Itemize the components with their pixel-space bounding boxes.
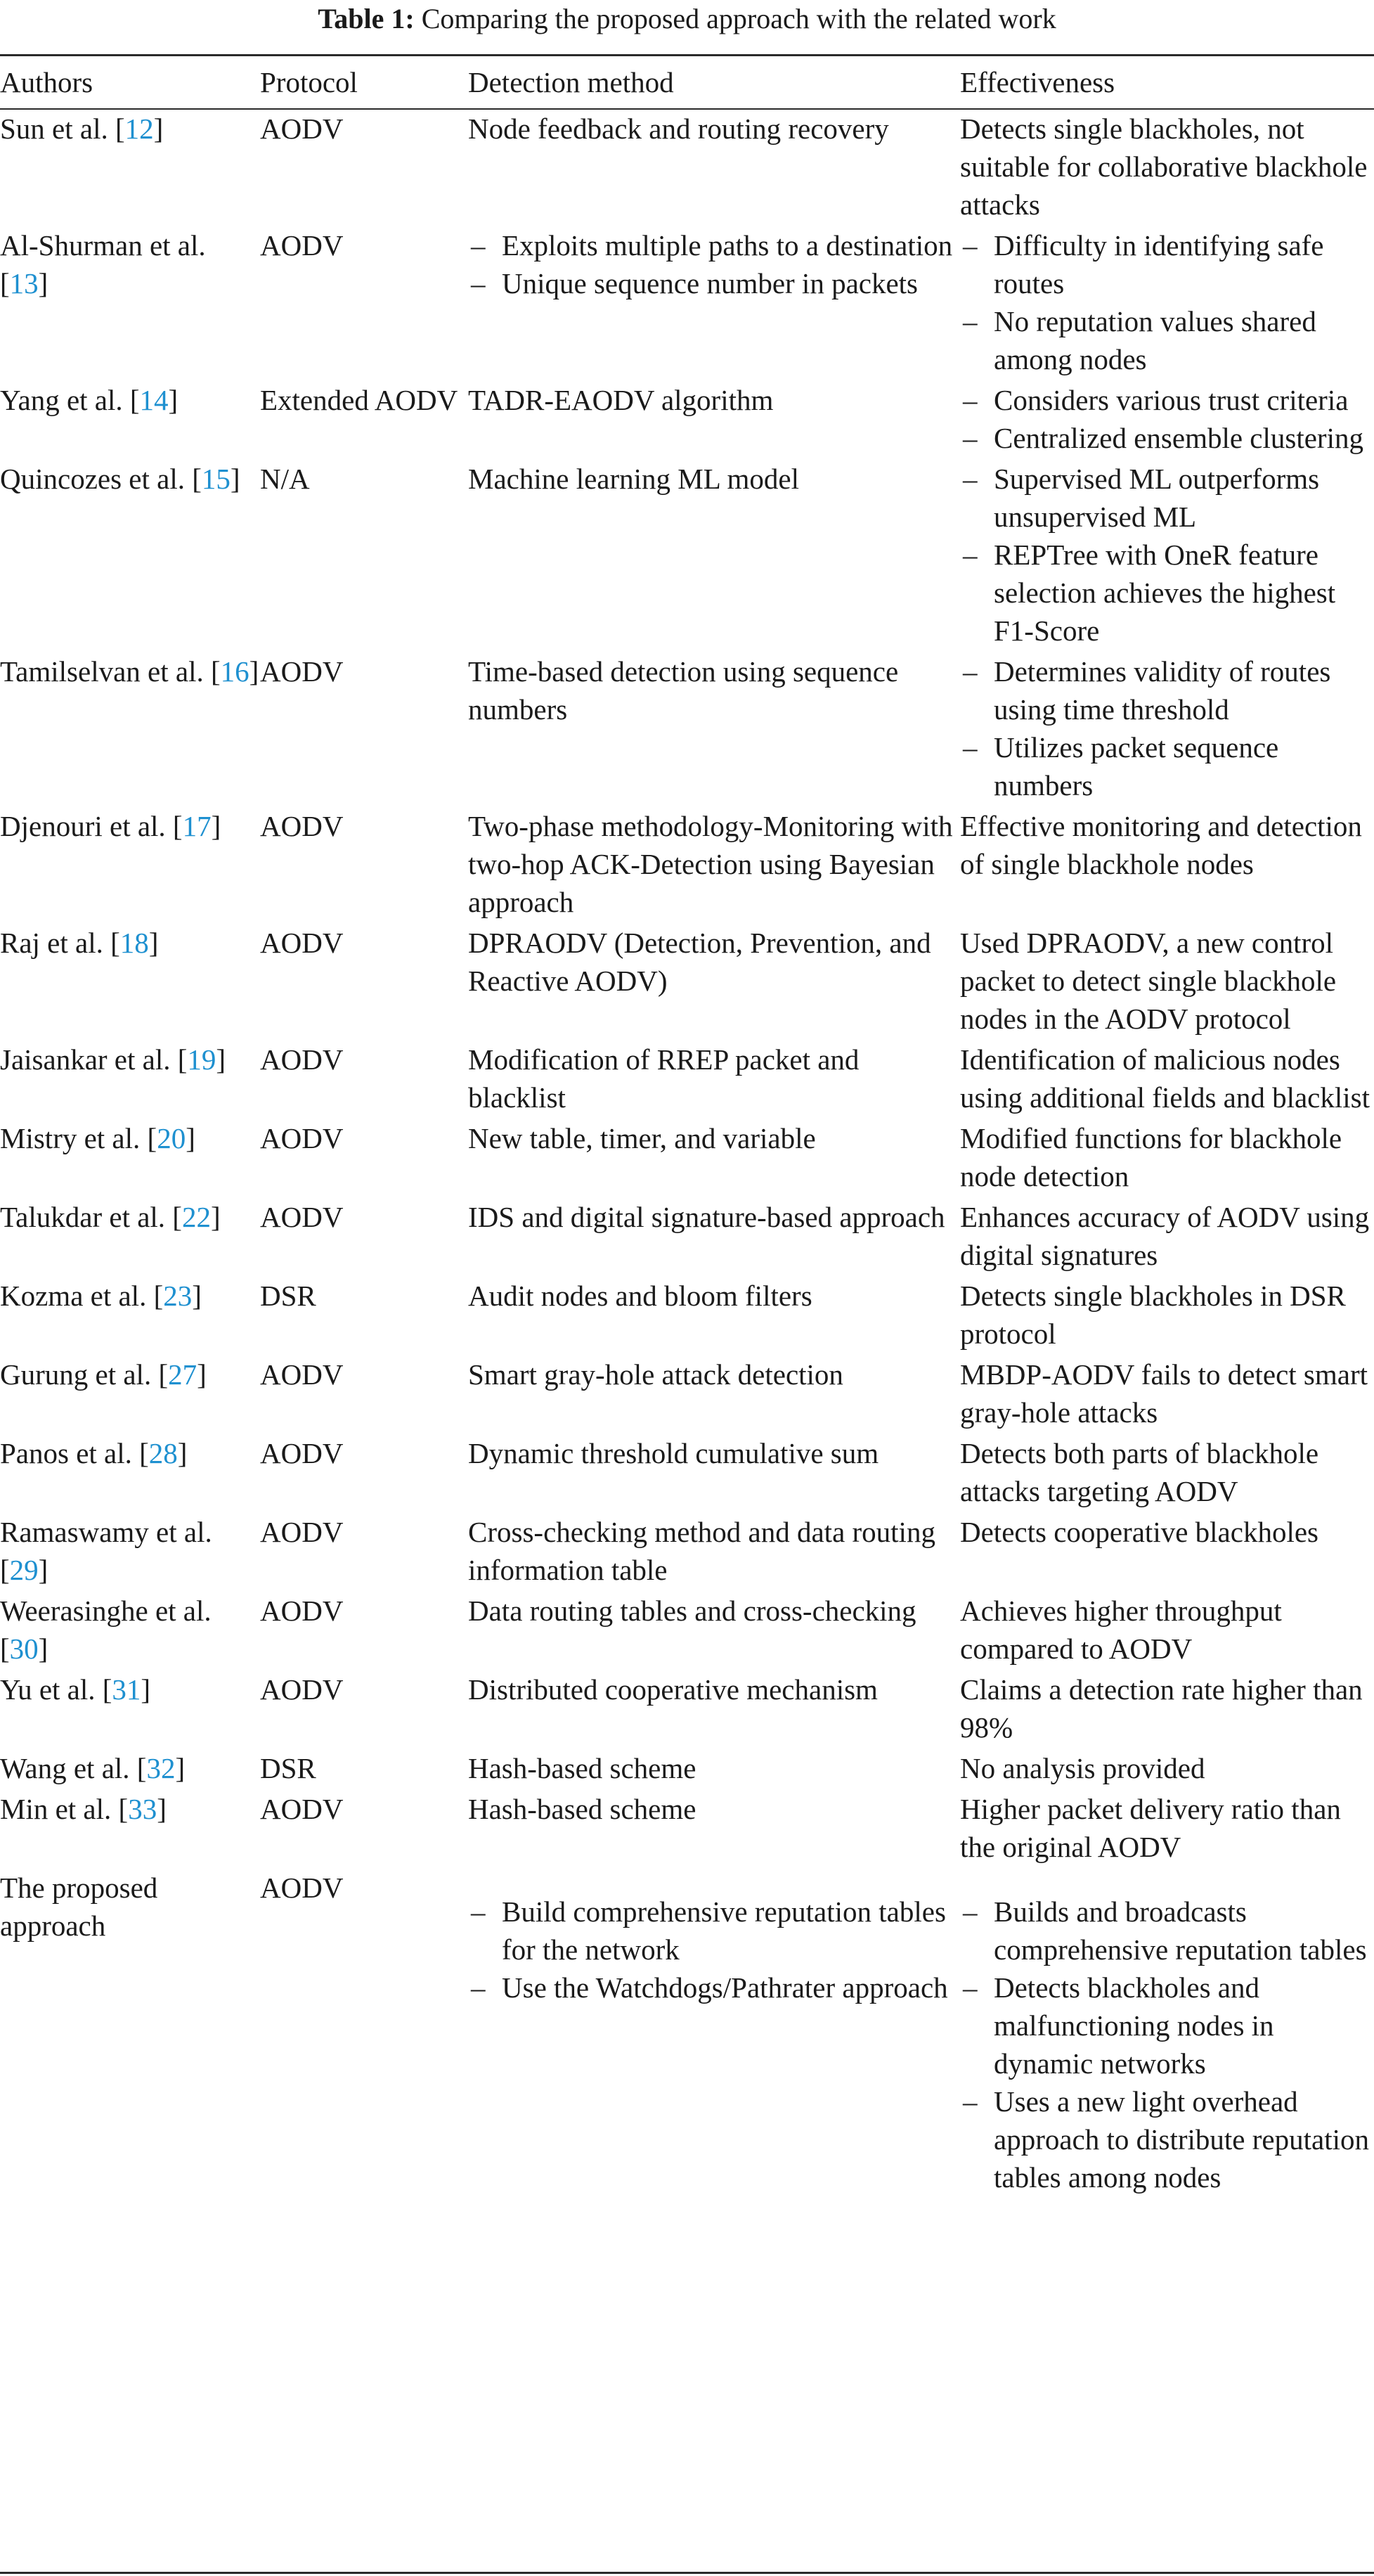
citation-link[interactable]: 18 xyxy=(119,927,149,959)
author-name: Raj et al. [ xyxy=(0,927,120,959)
protocol-cell: AODV xyxy=(260,1043,344,1076)
citation-link[interactable]: 14 xyxy=(139,384,169,416)
citation-close: ] xyxy=(157,1793,167,1825)
author-cell xyxy=(0,1275,260,1354)
citation-close: ] xyxy=(216,1043,226,1076)
author-name: Mistry et al. [ xyxy=(0,1122,157,1154)
effect-item: – Considers various trust criteria xyxy=(960,381,1374,419)
method-text: Machine learning ML model xyxy=(468,463,799,495)
effect-item: – No reputation values shared among nodes xyxy=(960,302,1374,378)
author-name: Djenouri et al. [ xyxy=(0,810,183,842)
detection-method-cell xyxy=(468,922,960,1039)
citation-close: ] xyxy=(210,1201,221,1233)
author-cell xyxy=(0,806,260,922)
method-text: DPRAODV (Detection, Prevention, and Reactive AODV) xyxy=(468,927,931,997)
detection-method-cell xyxy=(468,806,960,922)
citation-link[interactable]: 30 xyxy=(9,1632,39,1665)
method-item: – Exploits multiple paths to a destination xyxy=(468,226,960,264)
table-row xyxy=(0,922,1374,1039)
citation-link[interactable]: 20 xyxy=(157,1122,186,1154)
protocol-cell: AODV xyxy=(260,1201,344,1233)
protocol-cell: Extended AODV xyxy=(260,384,458,416)
header-protocol: Protocol xyxy=(260,66,358,98)
protocol-cell: AODV xyxy=(260,1437,344,1469)
table-caption xyxy=(0,0,1374,38)
table-row xyxy=(0,1590,1374,1669)
table-row xyxy=(0,1039,1374,1118)
table-row xyxy=(0,1669,1374,1748)
detection-method-cell xyxy=(468,225,960,380)
effectiveness-cell xyxy=(960,458,1374,651)
effect-item: – Utilizes packet sequence numbers xyxy=(960,728,1374,804)
citation-link[interactable]: 27 xyxy=(168,1358,197,1391)
table-row xyxy=(0,380,1374,458)
effect-list xyxy=(960,226,1374,378)
author-name: Al-Shurman et al. [ xyxy=(0,229,206,300)
detection-method-cell xyxy=(468,1433,960,1512)
effectiveness-cell xyxy=(960,1433,1374,1512)
protocol-cell: N/A xyxy=(260,463,310,495)
method-text: Dynamic threshold cumulative sum xyxy=(468,1437,879,1469)
effect-list xyxy=(960,460,1374,650)
method-text: Node feedback and routing recovery xyxy=(468,112,889,145)
method-text: Two-phase methodology-Monitoring with two-hop ACK-Detection using Bayesian approach xyxy=(468,810,953,918)
effectiveness-cell xyxy=(960,1039,1374,1118)
citation-link[interactable]: 12 xyxy=(124,112,154,145)
author-cell xyxy=(0,458,260,651)
effect-text: Detects both parts of blackhole attacks targeting AODV xyxy=(960,1437,1319,1507)
citation-close: ] xyxy=(148,927,159,959)
author-name: Wang et al. [ xyxy=(0,1752,147,1784)
author-name: Talukdar et al. [ xyxy=(0,1201,182,1233)
method-text: New table, timer, and variable xyxy=(468,1122,816,1154)
protocol-cell: AODV xyxy=(260,1516,344,1548)
header-authors: Authors xyxy=(0,66,93,98)
citation-link[interactable]: 33 xyxy=(128,1793,157,1825)
citation-link[interactable]: 22 xyxy=(181,1201,211,1233)
spacer xyxy=(960,1869,1374,1893)
citation-close: ] xyxy=(38,1554,48,1586)
effectiveness-cell xyxy=(960,1669,1374,1748)
protocol-cell: AODV xyxy=(260,1122,344,1154)
author-name: Gurung et al. [ xyxy=(0,1358,169,1391)
citation-close: ] xyxy=(38,267,48,300)
citation-link[interactable]: 28 xyxy=(148,1437,178,1469)
author-name: Yu et al. [ xyxy=(0,1673,112,1706)
spacer xyxy=(468,1869,960,1893)
citation-link[interactable]: 15 xyxy=(201,463,231,495)
citation-link[interactable]: 32 xyxy=(146,1752,176,1784)
table-row xyxy=(0,651,1374,806)
author-cell xyxy=(0,1590,260,1669)
detection-method-cell xyxy=(468,380,960,458)
author-cell xyxy=(0,651,260,806)
author-name: Jaisankar et al. [ xyxy=(0,1043,188,1076)
table-row xyxy=(0,1433,1374,1512)
header-row xyxy=(0,56,1374,108)
author-cell xyxy=(0,1512,260,1590)
author-name: The proposed approach xyxy=(0,1872,158,1942)
protocol-cell: AODV xyxy=(260,1793,344,1825)
effect-text: Achieves higher throughput compared to AODV xyxy=(960,1595,1282,1665)
method-item: – Use the Watchdogs/Pathrater approach xyxy=(468,1969,960,2007)
effectiveness-cell xyxy=(960,1197,1374,1275)
effect-text: Higher packet delivery ratio than the original AODV xyxy=(960,1793,1341,1863)
author-cell xyxy=(0,922,260,1039)
citation-link[interactable]: 17 xyxy=(182,810,212,842)
author-cell xyxy=(0,1867,260,2198)
citation-link[interactable]: 19 xyxy=(187,1043,216,1076)
table-row xyxy=(0,1118,1374,1197)
protocol-cell: AODV xyxy=(260,1872,344,1904)
effectiveness-cell xyxy=(960,1275,1374,1354)
author-name: Ramaswamy et al. [ xyxy=(0,1516,212,1586)
effect-text: MBDP-AODV fails to detect smart gray-hole attacks xyxy=(960,1358,1368,1429)
author-cell xyxy=(0,1039,260,1118)
citation-close: ] xyxy=(186,1122,195,1154)
effectiveness-cell xyxy=(960,1789,1374,1867)
protocol-cell: AODV xyxy=(260,655,344,688)
protocol-cell: AODV xyxy=(260,112,344,145)
effectiveness-cell xyxy=(960,1354,1374,1433)
table-row xyxy=(0,1197,1374,1275)
effectiveness-cell xyxy=(960,1512,1374,1590)
detection-method-cell xyxy=(468,1748,960,1789)
table-row xyxy=(0,1354,1374,1433)
method-item: – Unique sequence number in packets xyxy=(468,264,960,302)
author-name: Tamilselvan et al. [ xyxy=(0,655,221,688)
method-text: Modification of RREP packet and blacklist xyxy=(468,1043,860,1114)
protocol-cell: AODV xyxy=(260,927,344,959)
bottom-rule xyxy=(0,2572,1374,2574)
citation-link[interactable]: 16 xyxy=(220,655,249,688)
header-effectiveness: Effectiveness xyxy=(960,66,1115,98)
citation-close: ] xyxy=(153,112,164,145)
citation-close: ] xyxy=(175,1752,186,1784)
effect-item: – REPTree with OneR feature selection achieves the highest F1-Score xyxy=(960,536,1374,650)
citation-close: ] xyxy=(141,1673,151,1706)
caption-label: Table 1: xyxy=(318,3,415,34)
effect-item: – Supervised ML outperforms unsupervised ML xyxy=(960,460,1374,536)
method-text: TADR-EAODV algorithm xyxy=(468,384,774,416)
author-cell xyxy=(0,1118,260,1197)
table-row xyxy=(0,458,1374,651)
effectiveness-cell xyxy=(960,1118,1374,1197)
protocol-cell: DSR xyxy=(260,1752,316,1784)
protocol-cell: DSR xyxy=(260,1280,316,1312)
author-name: Panos et al. [ xyxy=(0,1437,149,1469)
detection-method-cell xyxy=(468,1197,960,1275)
effect-list xyxy=(960,381,1374,457)
protocol-cell: AODV xyxy=(260,1358,344,1391)
author-cell xyxy=(0,1197,260,1275)
protocol-cell: AODV xyxy=(260,1595,344,1627)
table-body xyxy=(0,108,1374,2198)
table-row xyxy=(0,1512,1374,1590)
method-text: Time-based detection using sequence numbers xyxy=(468,655,899,726)
method-list xyxy=(468,226,960,302)
detection-method-cell xyxy=(468,1354,960,1433)
protocol-cell: AODV xyxy=(260,229,344,262)
effect-item: – Determines validity of routes using time threshold xyxy=(960,652,1374,728)
detection-method-cell xyxy=(468,1669,960,1748)
method-text: Distributed cooperative mechanism xyxy=(468,1673,878,1706)
author-cell xyxy=(0,380,260,458)
effect-text: Modified functions for blackhole node detection xyxy=(960,1122,1342,1192)
effect-text: Detects single blackholes, not suitable for collaborative blackhole attacks xyxy=(960,112,1368,221)
effect-item: – Centralized ensemble clustering xyxy=(960,419,1374,457)
effect-list xyxy=(960,652,1374,804)
author-cell xyxy=(0,225,260,380)
citation-close: ] xyxy=(168,384,179,416)
effect-item: – Uses a new light overhead approach to distribute reputation tables among nodes xyxy=(960,2082,1374,2196)
table-row xyxy=(0,806,1374,922)
detection-method-cell xyxy=(468,1118,960,1197)
effect-text: Claims a detection rate higher than 98% xyxy=(960,1673,1363,1744)
effect-list xyxy=(960,1893,1374,2196)
citation-link[interactable]: 13 xyxy=(9,267,39,300)
table-row xyxy=(0,1789,1374,1867)
table-row xyxy=(0,1275,1374,1354)
citation-close: ] xyxy=(192,1280,202,1312)
effect-text: No analysis provided xyxy=(960,1752,1205,1784)
citation-link[interactable]: 31 xyxy=(112,1673,141,1706)
effect-item: – Difficulty in identifying safe routes xyxy=(960,226,1374,302)
citation-close: ] xyxy=(197,1358,207,1391)
citation-link[interactable]: 23 xyxy=(163,1280,193,1312)
effectiveness-cell xyxy=(960,1748,1374,1789)
table-row xyxy=(0,225,1374,380)
citation-close: ] xyxy=(230,463,240,495)
author-cell xyxy=(0,1789,260,1867)
citation-link[interactable]: 29 xyxy=(9,1554,39,1586)
table-row xyxy=(0,1748,1374,1789)
author-cell xyxy=(0,1748,260,1789)
method-text: Cross-checking method and data routing information table xyxy=(468,1516,935,1586)
comparison-table xyxy=(0,56,1374,2198)
effectiveness-cell xyxy=(960,108,1374,225)
author-name: Yang et al. [ xyxy=(0,384,140,416)
effect-text: Enhances accuracy of AODV using digital signatures xyxy=(960,1201,1370,1271)
method-text: IDS and digital signature-based approach xyxy=(468,1201,945,1233)
effectiveness-cell xyxy=(960,1867,1374,2198)
author-cell xyxy=(0,1669,260,1748)
detection-method-cell xyxy=(468,1039,960,1118)
effectiveness-cell xyxy=(960,806,1374,922)
table-row xyxy=(0,108,1374,225)
method-text: Hash-based scheme xyxy=(468,1793,696,1825)
detection-method-cell xyxy=(468,458,960,651)
detection-method-cell xyxy=(468,651,960,806)
effect-text: Effective monitoring and detection of single blackhole nodes xyxy=(960,810,1362,880)
author-name: Sun et al. [ xyxy=(0,112,125,145)
effect-item: – Builds and broadcasts comprehensive reputation tables xyxy=(960,1893,1374,1969)
citation-close: ] xyxy=(38,1632,48,1665)
method-text: Hash-based scheme xyxy=(468,1752,696,1784)
citation-close: ] xyxy=(249,655,259,688)
effectiveness-cell xyxy=(960,651,1374,806)
author-name: Kozma et al. [ xyxy=(0,1280,164,1312)
protocol-cell: AODV xyxy=(260,810,344,842)
protocol-cell: AODV xyxy=(260,1673,344,1706)
method-item: – Build comprehensive reputation tables for the network xyxy=(468,1893,960,1969)
detection-method-cell xyxy=(468,1590,960,1669)
effect-item: – Detects blackholes and malfunctioning nodes in dynamic networks xyxy=(960,1969,1374,2082)
effect-text: Used DPRAODV, a new control packet to detect single blackhole nodes in the AODV protocol xyxy=(960,927,1337,1035)
table-row xyxy=(0,1867,1374,2198)
author-name: Min et al. [ xyxy=(0,1793,129,1825)
effectiveness-cell xyxy=(960,225,1374,380)
detection-method-cell xyxy=(468,108,960,225)
header-detection-method: Detection method xyxy=(468,66,674,98)
citation-close: ] xyxy=(211,810,221,842)
caption-text: Comparing the proposed approach with the related work xyxy=(421,3,1056,34)
effectiveness-cell xyxy=(960,922,1374,1039)
detection-method-cell xyxy=(468,1275,960,1354)
effect-text: Identification of malicious nodes using additional fields and blacklist xyxy=(960,1043,1370,1114)
author-name: Quincozes et al. [ xyxy=(0,463,202,495)
method-text: Audit nodes and bloom filters xyxy=(468,1280,812,1312)
effectiveness-cell xyxy=(960,380,1374,458)
author-name: Weerasinghe et al. [ xyxy=(0,1595,212,1665)
detection-method-cell xyxy=(468,1512,960,1590)
method-text: Smart gray-hole attack detection xyxy=(468,1358,843,1391)
author-cell xyxy=(0,1433,260,1512)
detection-method-cell xyxy=(468,1789,960,1867)
author-cell xyxy=(0,108,260,225)
author-cell xyxy=(0,1354,260,1433)
citation-close: ] xyxy=(177,1437,188,1469)
method-list xyxy=(468,1893,960,2007)
effect-text: Detects single blackholes in DSR protocol xyxy=(960,1280,1346,1350)
effectiveness-cell xyxy=(960,1590,1374,1669)
method-text: Data routing tables and cross-checking xyxy=(468,1595,916,1627)
effect-text: Detects cooperative blackholes xyxy=(960,1516,1318,1548)
detection-method-cell xyxy=(468,1867,960,2198)
